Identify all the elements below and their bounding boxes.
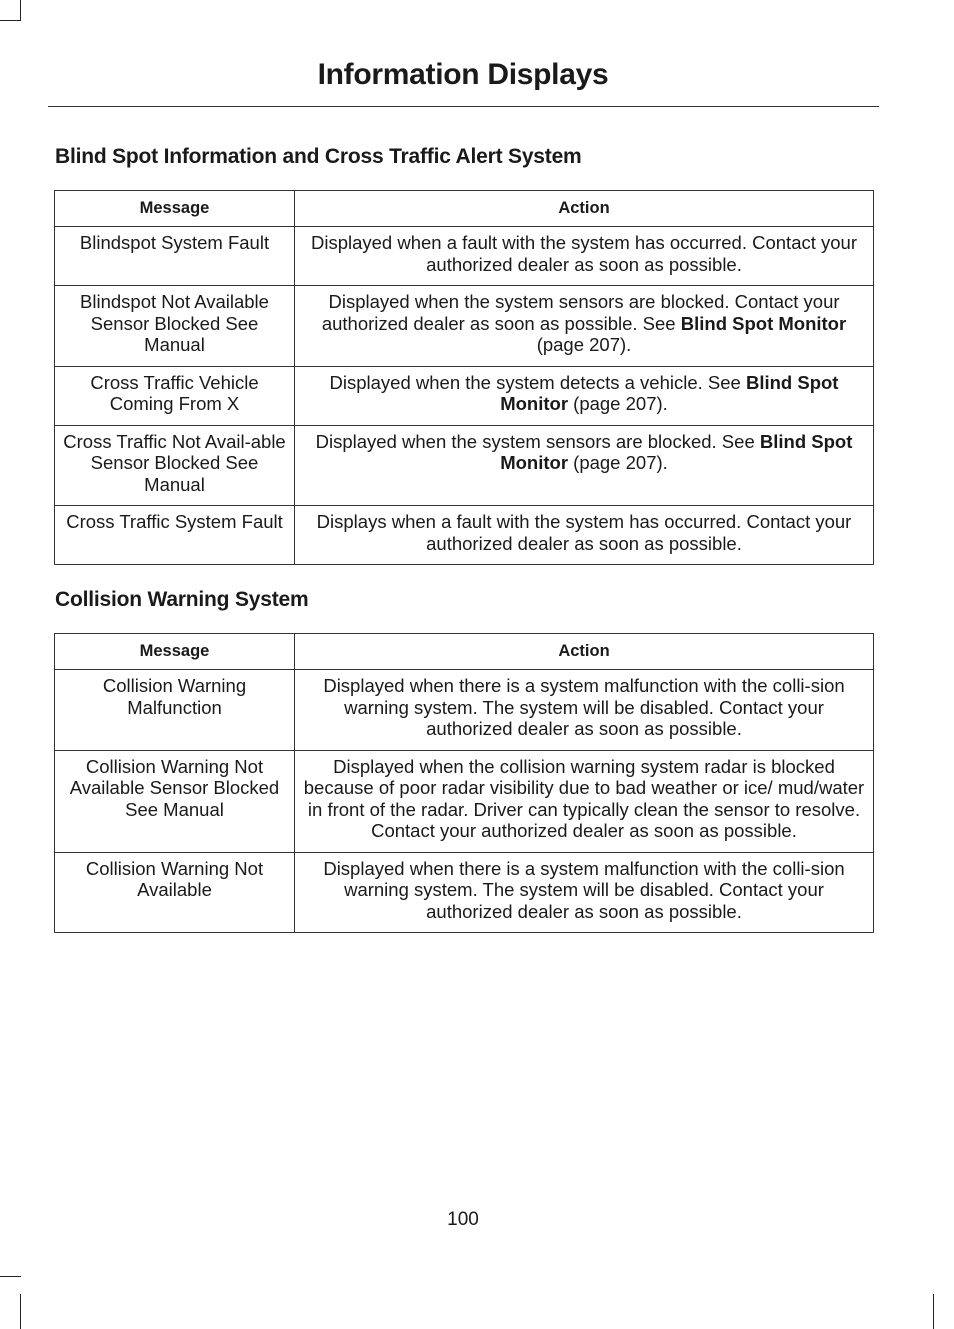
- section-heading-blind-spot: Blind Spot Information and Cross Traffic Alert System: [55, 145, 582, 168]
- table-row: [55, 227, 874, 286]
- column-header-message: Message: [55, 634, 295, 670]
- message-cell: Cross Traffic Not Avail-able Sensor Blocked See Manual: [55, 425, 295, 506]
- action-cell: Displayed when the system sensors are blocked. See Blind Spot Monitor (page 207).: [295, 425, 874, 506]
- crop-mark-top-left-vertical: [20, 0, 21, 20]
- blind-spot-message-table: [54, 190, 874, 565]
- action-cell: Displayed when the collision warning system radar is blocked because of poor radar visibility due to bad weather or ice/ mud/water in front of the radar. Driver can typically clean the sensor to resolve. Contact your authorized dealer as soon as possible.: [295, 750, 874, 852]
- column-header-action: Action: [295, 191, 874, 227]
- message-cell: Blindspot System Fault: [55, 227, 295, 286]
- crop-mark-bottom-left-vertical: [20, 1294, 21, 1329]
- table-header-row: [55, 191, 874, 227]
- message-cell: Collision Warning Not Available Sensor Blocked See Manual: [55, 750, 295, 852]
- crop-mark-bottom-right-vertical: [933, 1294, 934, 1329]
- table-row: [55, 852, 874, 933]
- collision-warning-message-table: [54, 633, 874, 933]
- action-cell: Displayed when there is a system malfunction with the colli-sion warning system. The system will be disabled. Contact your authorized dealer as soon as possible.: [295, 670, 874, 751]
- action-cell: Displayed when the system detects a vehicle. See Blind Spot Monitor (page 207).: [295, 366, 874, 425]
- table-row: [55, 750, 874, 852]
- action-cell: Displayed when there is a system malfunction with the colli-sion warning system. The system will be disabled. Contact your authorized dealer as soon as possible.: [295, 852, 874, 933]
- crop-mark-top-left-horizontal: [0, 20, 21, 21]
- message-cell: Cross Traffic Vehicle Coming From X: [55, 366, 295, 425]
- table-row: [55, 366, 874, 425]
- title-divider: [48, 106, 879, 107]
- action-cell: Displays when a fault with the system has occurred. Contact your authorized dealer as soon as possible.: [295, 506, 874, 565]
- page-number: 100: [447, 1209, 479, 1230]
- action-cell: Displayed when the system sensors are blocked. Contact your authorized dealer as soon as possible. See Blind Spot Monitor (page 207).: [295, 286, 874, 367]
- table-header-row: [55, 634, 874, 670]
- cross-reference-link: Blind Spot Monitor: [680, 312, 847, 334]
- message-cell: Cross Traffic System Fault: [55, 506, 295, 565]
- table-row: [55, 670, 874, 751]
- section-heading-collision-warning: Collision Warning System: [55, 588, 309, 611]
- message-cell: Blindspot Not Available Sensor Blocked See Manual: [55, 286, 295, 367]
- crop-mark-bottom-left-horizontal: [0, 1276, 21, 1277]
- page-title: Information Displays: [317, 58, 609, 91]
- column-header-action: Action: [295, 634, 874, 670]
- cross-reference-link: Blind Spot Monitor: [500, 430, 853, 473]
- cross-reference-link: Blind Spot Monitor: [500, 371, 839, 414]
- column-header-message: Message: [55, 191, 295, 227]
- message-cell: Collision Warning Not Available: [55, 852, 295, 933]
- message-cell: Collision Warning Malfunction: [55, 670, 295, 751]
- table-row: [55, 425, 874, 506]
- table-row: [55, 286, 874, 367]
- table-row: [55, 506, 874, 565]
- action-cell: Displayed when a fault with the system has occurred. Contact your authorized dealer as soon as possible.: [295, 227, 874, 286]
